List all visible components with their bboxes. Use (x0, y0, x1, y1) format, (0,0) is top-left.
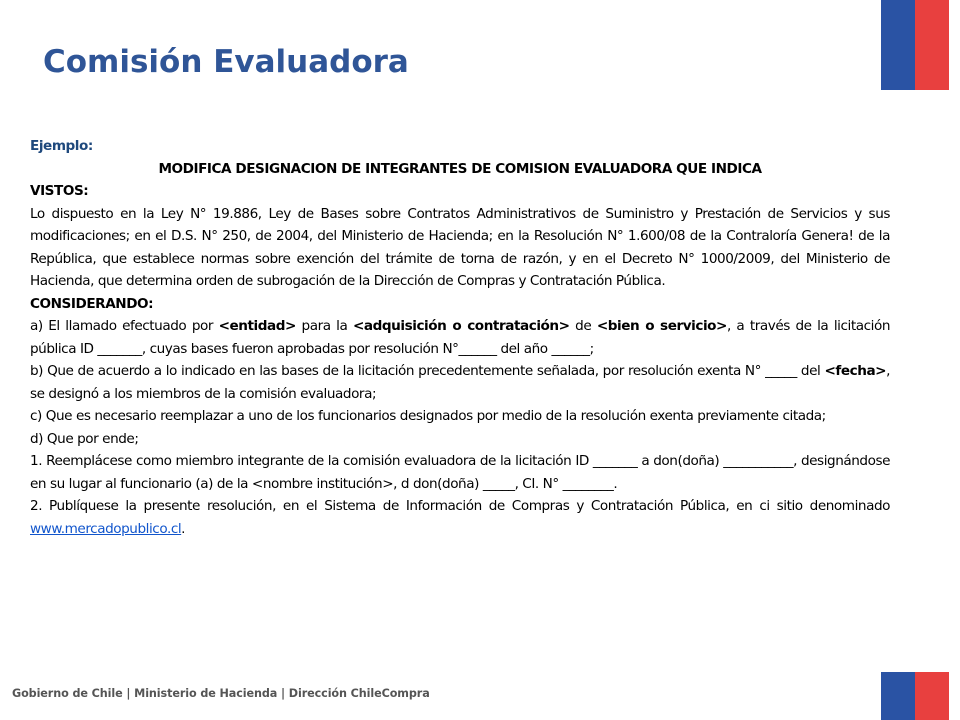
vistos-label: VISTOS: (30, 183, 89, 199)
item-2-paragraph (30, 495, 890, 540)
item-1-paragraph: 1. Reemplácese como miembro integrante de la comisión evaluadora de la licitación ID _______ a don(doña) ___________, designándose en su lugar al funcionario (a) de la <nombre institución>, d don(doña) _____, CI. N° ________. (30, 453, 890, 492)
item-2-text: 2. Publíquese la presente resolución, en el Sistema de Información de Compras y Contratación Pública, en ci sitio denominado (30, 498, 890, 514)
item-d-paragraph: d) Que por ende; (30, 430, 139, 447)
document-heading: MODIFICA DESIGNACION DE INTEGRANTES DE COMISION EVALUADORA QUE INDICA (158, 160, 762, 177)
fecha-placeholder: <fecha> (824, 363, 887, 379)
item-a-text-4: , a través de la licitación pública ID _______, cuyas bases fueron aprobadas por resolución N°______ del año ______; (30, 318, 891, 357)
flag-blue-band (881, 0, 915, 90)
resolution-document (30, 135, 890, 540)
footer-text: Gobierno de Chile | Ministerio de Hacienda | Dirección ChileCompra (12, 687, 430, 700)
entidad-placeholder: <entidad> (218, 318, 296, 334)
item-b-paragraph (30, 360, 890, 405)
flag-blue-band (881, 672, 915, 720)
flag-red-band (915, 0, 949, 90)
example-label: Ejemplo: (30, 138, 93, 154)
item-b-text-2: , se designó a los miembros de la comisión evaluadora; (30, 363, 890, 402)
item-a-text-2: para la (295, 318, 353, 334)
considerando-label: CONSIDERANDO: (30, 295, 154, 312)
vistos-paragraph: Lo dispuesto en la Ley N° 19.886, Ley de Bases sobre Contratos Administrativos de Suministro y Prestación de Servicios y sus modificaciones; en el D.S. N° 250, de 2004, del Ministerio de Hacienda; en la Resolución N° 1.600/08 de la Contraloría Genera! de la República, que establece normas sobre exención del trámite de torna de razón, y en el Decreto N° 1000/2009, del Ministerio de Hacienda, que determina orden de subrogación de la Dirección de Compras y Contratación Pública. (30, 205, 890, 289)
mercadopublico-link[interactable]: www.mercadopublico.cl (30, 520, 182, 537)
item-a-paragraph (30, 315, 890, 360)
flag-red-band (915, 672, 949, 720)
item-a-text-1: a) El llamado efectuado por (30, 318, 219, 334)
slide-title: Comisión Evaluadora (43, 44, 409, 80)
item-c-paragraph: c) Que es necesario reemplazar a uno de los funcionarios designados por medio de la resolución exenta previamente citada; (30, 408, 826, 424)
item-b-text-1: b) Que de acuerdo a lo indicado en las bases de la licitación precedentemente señalada, por resolución exenta N° _____ del (30, 363, 825, 379)
chile-flag-bottom (881, 672, 949, 720)
adquisicion-placeholder: <adquisición o contratación> (352, 318, 570, 334)
item-2-end: . (181, 520, 186, 537)
bien-placeholder: <bien o servicio> (596, 318, 727, 334)
item-a-text-3: de (569, 318, 597, 334)
chile-flag-top (881, 0, 949, 90)
